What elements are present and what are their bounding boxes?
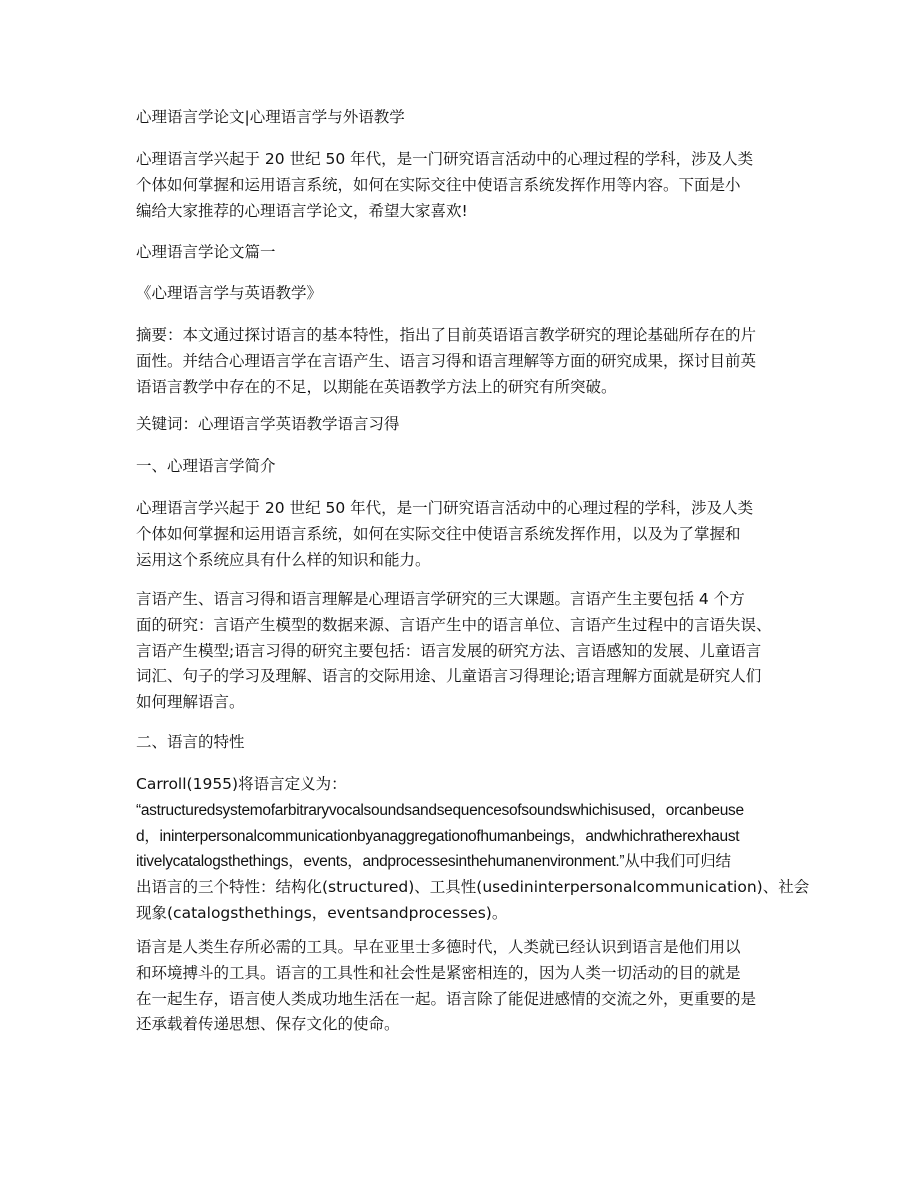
- text-line: 在一起生存，语言使人类成功地生活在一起。语言除了能促进感情的交流之外，更重要的是: [136, 989, 757, 1008]
- text-line: 面的研究：言语产生模型的数据来源、言语产生中的语言单位、言语产生过程中的言语失误、: [136, 615, 772, 634]
- text-line: 如何理解语言。: [136, 693, 245, 712]
- paragraph: [136, 496, 796, 573]
- text-line: Carroll(1955)将语言定义为：: [136, 775, 347, 793]
- text-line: 面性。并结合心理语言学在言语产生、语言习得和语言理解等方面的研究成果，探讨目前英: [136, 351, 757, 370]
- paper-title: [136, 281, 796, 307]
- text-line: 心理语言学兴起于 20 世纪 50 年代，是一门研究语言活动中的心理过程的学科，涉及人类: [136, 150, 754, 168]
- text-line: 出语言的三个特性：结构化(structured)、工具性(usedininterpersonalcommunication)、社会: [136, 878, 810, 897]
- text-line: d，ininterpersonalcommunicationbyanaggregationofhumanbeings，andwhichratherexhaust: [136, 827, 740, 845]
- text-line: 心理语言学兴起于 20 世纪 50 年代，是一门研究语言活动中的心理过程的学科，涉及人类: [136, 499, 754, 517]
- text-line: 语语言教学中存在的不足，以期能在英语教学方法上的研究有所突破。: [136, 377, 617, 396]
- keywords: [136, 412, 796, 438]
- title-text: 心理语言学论文|心理语言学与外语教学: [136, 108, 405, 126]
- text-line: 还承载着传递思想、保存文化的使命。: [136, 1015, 400, 1034]
- text-line: 编给大家推荐的心理语言学论文，希望大家喜欢!: [136, 201, 468, 220]
- section-heading-part1: [136, 240, 796, 266]
- text-line: 《心理语言学与英语教学》: [136, 284, 323, 302]
- text-line: 个体如何掌握和运用语言系统，如何在实际交往中使语言系统发挥作用等内容。下面是小: [136, 175, 741, 194]
- text-line: 言语产生、语言习得和语言理解是心理语言学研究的三大课题。言语产生主要包括 4 个方: [136, 590, 745, 608]
- text-line: 词汇、句子的学习及理解、语言的交际用途、儿童语言习得理论;语言理解方面就是研究人们: [136, 667, 762, 686]
- text-line: 二、语言的特性: [136, 733, 245, 751]
- section-heading-2: [136, 730, 796, 756]
- text-line: 心理语言学论文篇一: [136, 243, 276, 261]
- text-line: 运用这个系统应具有什么样的知识和能力。: [136, 550, 431, 569]
- text-line: 语言是人类生存所必需的工具。早在亚里士多德时代，人类就已经认识到语言是他们用以: [136, 938, 741, 956]
- section-heading-1: [136, 454, 796, 480]
- text-line: 现象(catalogsthethings，eventsandprocesses)。: [136, 903, 508, 922]
- paragraph: [136, 935, 796, 1038]
- text-line: 关键词：心理语言学英语教学语言习得: [136, 415, 400, 433]
- text-line: “astructuredsystemofarbitraryvocalsoundsandsequencesofsoundswhichisused，orcanbeuse: [136, 801, 744, 819]
- text-line: itivelycatalogsthethings，events，andprocessesinthehumanenvironment.”从中我们可归结: [136, 853, 731, 871]
- paragraph: [136, 587, 796, 716]
- definition-paragraph: [136, 772, 810, 927]
- text-line: 言语产生模型;语言习得的研究主要包括：语言发展的研究方法、言语感知的发展、儿童语言: [136, 641, 762, 660]
- abstract: [136, 323, 796, 400]
- text-line: 一、心理语言学简介: [136, 457, 276, 475]
- text-line: 个体如何掌握和运用语言系统，如何在实际交往中使语言系统发挥作用，以及为了掌握和: [136, 524, 741, 543]
- document-title: [136, 105, 796, 131]
- text-line: 摘要：本文通过探讨语言的基本特性，指出了目前英语语言教学研究的理论基础所存在的片: [136, 326, 757, 344]
- text-line: 和环境搏斗的工具。语言的工具性和社会性是紧密相连的，因为人类一切活动的目的就是: [136, 963, 741, 982]
- intro-paragraph: [136, 147, 796, 224]
